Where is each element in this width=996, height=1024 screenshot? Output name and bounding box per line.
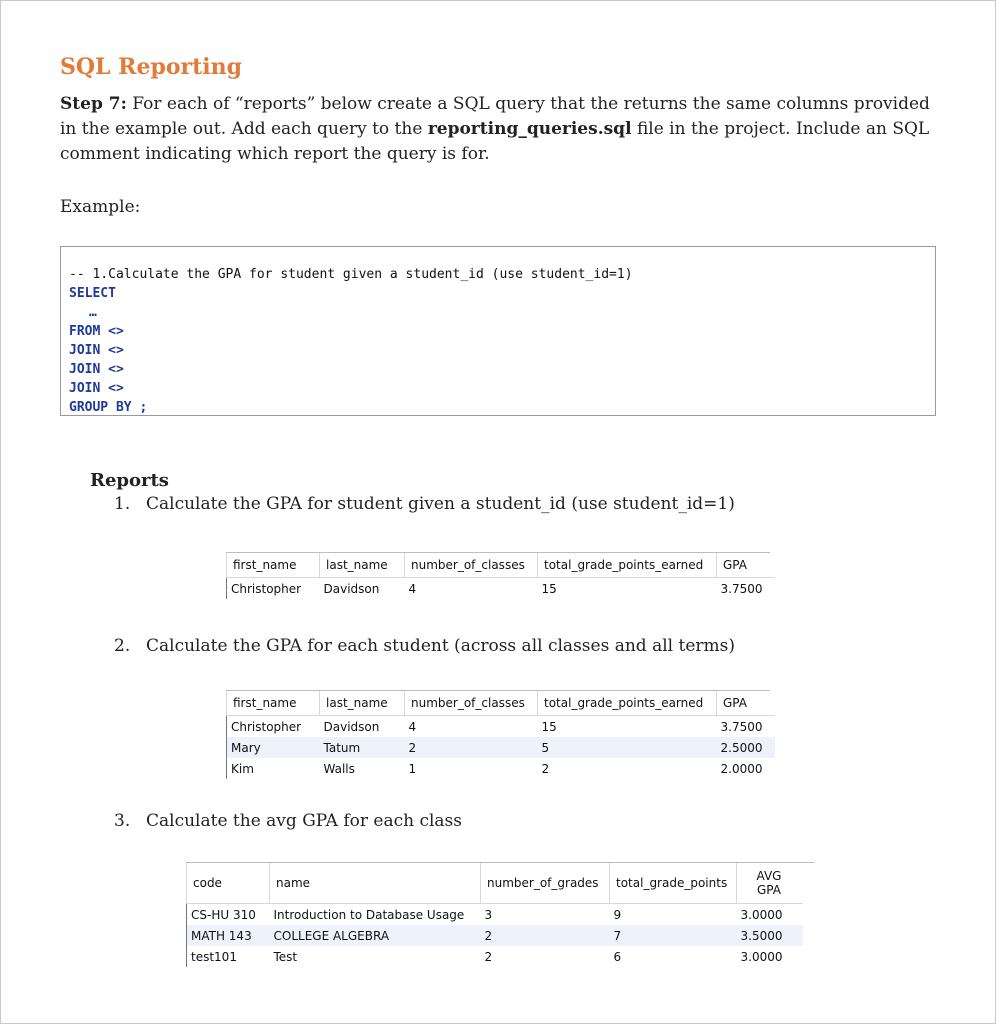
- table-header-row: [187, 863, 804, 904]
- report-item-2: [114, 636, 735, 656]
- report-number: 1.: [114, 494, 131, 514]
- step-text-before: For each of “reports” below create a SQL query that the returns the same columns provided in the example out. Add each query to the: [60, 94, 930, 139]
- table-cell: Test: [273, 949, 298, 964]
- report-text: Calculate the GPA for each student (across all classes and all terms): [146, 636, 735, 656]
- code-from: FROM <>: [69, 324, 124, 339]
- table-cell: Introduction to Database Usage: [273, 907, 465, 922]
- code-comment: -- 1.Calculate the GPA for student given a student_id (use student_id=1): [69, 267, 633, 282]
- column-header: total_grade_points_earned: [538, 553, 717, 578]
- step-text-after: file in the project. Include an SQL comment indicating which report the query is for.: [60, 119, 930, 164]
- table-cell: Davidson: [323, 719, 380, 734]
- table-row: [227, 716, 776, 738]
- table-cell: 2: [405, 737, 538, 758]
- code-group-by: GROUP BY ;: [69, 400, 148, 415]
- column-header: GPA: [717, 691, 776, 716]
- report-item-1: [114, 494, 735, 514]
- table-cell: COLLEGE ALGEBRA: [270, 925, 481, 946]
- results-table-2: [226, 691, 775, 779]
- results-table-1: [226, 553, 775, 599]
- table-cell: Davidson: [323, 581, 380, 596]
- step-instructions: [60, 92, 940, 167]
- table-row: [187, 925, 804, 946]
- column-header: code: [187, 863, 270, 904]
- table-cell: test101: [187, 946, 270, 967]
- table-cell: 4: [408, 719, 417, 734]
- table-cell: 2: [484, 949, 493, 964]
- table-cell: 2: [481, 925, 610, 946]
- table-cell: Christopher: [227, 578, 320, 600]
- column-header: last_name: [320, 553, 405, 578]
- step-filename: reporting_queries.sql: [427, 119, 632, 139]
- table-cell: 3.0000: [740, 949, 783, 964]
- table-cell: 2.5000: [717, 737, 776, 758]
- report-text: Calculate the GPA for student given a student_id (use student_id=1): [146, 494, 735, 514]
- report-number: 3.: [114, 811, 131, 831]
- table-cell: CS-HU 310: [187, 904, 270, 926]
- table-cell: Mary: [227, 737, 320, 758]
- code-block: [60, 246, 936, 416]
- report-item-3: [114, 811, 462, 831]
- column-header: number_of_classes: [405, 691, 538, 716]
- table-row: [227, 758, 776, 779]
- column-header: first_name: [227, 553, 320, 578]
- code-join-1: JOIN <>: [69, 343, 124, 358]
- page-title: SQL Reporting: [60, 54, 243, 80]
- example-label: Example:: [60, 197, 141, 217]
- table-cell: 1: [408, 761, 417, 776]
- code-join-2: JOIN <>: [69, 362, 124, 377]
- report-text: Calculate the avg GPA for each class: [146, 811, 462, 831]
- table-row: [227, 578, 776, 600]
- table-row: [187, 946, 804, 967]
- column-header: name: [270, 863, 481, 904]
- table-header-row: [227, 553, 776, 578]
- table-cell: 15: [541, 719, 557, 734]
- table-cell: Walls: [323, 761, 355, 776]
- report-number: 2.: [114, 636, 131, 656]
- column-header-avg-gpa: [737, 863, 804, 904]
- table-cell: 15: [541, 581, 557, 596]
- table-cell: 3.7500: [720, 581, 763, 596]
- reports-heading: Reports: [90, 470, 169, 491]
- table-cell: 2.0000: [720, 761, 763, 776]
- code-select: SELECT: [69, 286, 116, 301]
- header-line: AVG: [756, 869, 782, 883]
- table-cell: 3.5000: [737, 925, 804, 946]
- table-cell: 3.0000: [740, 907, 783, 922]
- column-header: total_grade_points: [610, 863, 737, 904]
- column-header: number_of_grades: [481, 863, 610, 904]
- table-cell: 5: [538, 737, 717, 758]
- table-cell: 3: [484, 907, 493, 922]
- code-ellipsis: …: [89, 305, 97, 320]
- table-cell: 7: [610, 925, 737, 946]
- table-header-row: [227, 691, 776, 716]
- table-cell: 3.7500: [720, 719, 763, 734]
- header-line: GPA: [757, 883, 781, 897]
- table-cell: Kim: [227, 758, 320, 779]
- table-row: [227, 737, 776, 758]
- table-cell: Tatum: [320, 737, 405, 758]
- table-row: [187, 904, 804, 926]
- table-cell: 9: [613, 907, 622, 922]
- column-header: GPA: [717, 553, 776, 578]
- column-header: first_name: [227, 691, 320, 716]
- code-join-3: JOIN <>: [69, 381, 124, 396]
- table-cell: Christopher: [227, 716, 320, 738]
- column-header: total_grade_points_earned: [538, 691, 717, 716]
- step-label: Step 7:: [60, 94, 127, 114]
- results-table-3: [186, 863, 803, 967]
- table-cell: 2: [541, 761, 550, 776]
- column-header: last_name: [320, 691, 405, 716]
- table-cell: MATH 143: [187, 925, 270, 946]
- table-cell: 6: [613, 949, 622, 964]
- column-header: number_of_classes: [405, 553, 538, 578]
- table-cell: 4: [408, 581, 417, 596]
